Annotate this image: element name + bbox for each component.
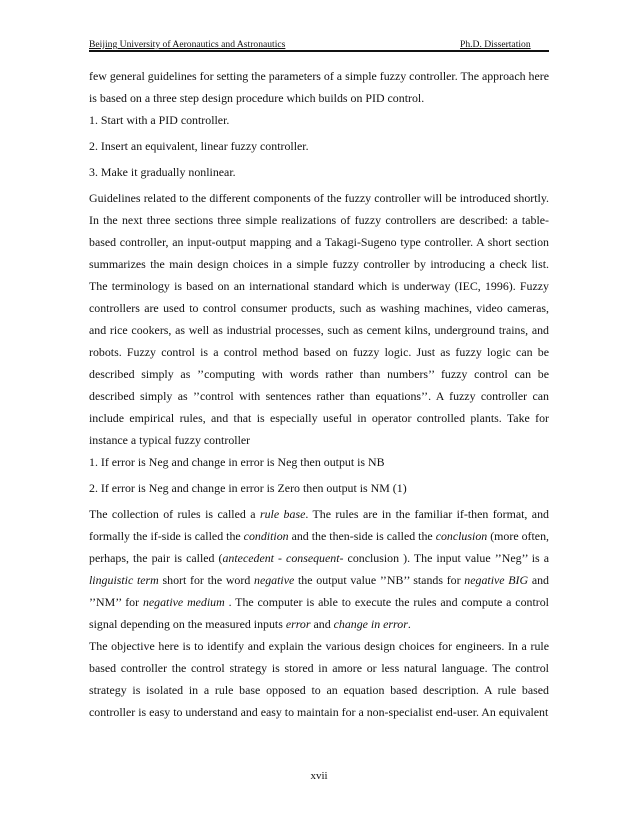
term-negative-medium: negative medium: [142, 595, 225, 609]
guidelines-paragraph: Guidelines related to the different components of the fuzzy controller will be introduced shortly. In the next three sections three simple realizations of fuzzy controllers are described: a table-based controller, an input-output mapping and a Takagi-Sugeno type controller. A short section summarizes the main design choices in a simple fuzzy controller by introducing a check list. The terminology is based on an international standard which is underway (IEC, 1996). Fuzzy controllers are used to control consumer products, such as washing machines, video cameras, and rice cookers, as well as industrial processes, such as cement kilns, underground trains, and robots. Fuzzy control is a control method based on fuzzy logic. Just as fuzzy logic can be described simply as ’’computing with words rather than numbers’’ fuzzy control can be described simply as ’’control with sentences rather than equations’’. A fuzzy controller can include empirical rules, and that is especially useful in operator controlled plants. Take for instance a typical fuzzy controller: [89, 191, 549, 447]
term-antecedent: antecedent - consequent-: [222, 551, 344, 565]
page-number: xvii: [310, 770, 328, 782]
objective-paragraph: The objective here is to identify and explain the various design choices for engineers. In a rule based controller the control strategy is stored in amore or less natural language. The control strategy is isolated in a rule base opposed to an equation based description. A rule based controller is easy to understand and easy to maintain for a non-specialist end-user. An equivalent: [89, 639, 549, 719]
term-negative-big: negative BIG: [464, 573, 529, 587]
header-document-type: Ph.D. Dissertation: [460, 39, 531, 50]
design-step-3: 3. Make it gradually nonlinear.: [89, 165, 236, 179]
term-linguistic-term: linguistic term: [89, 573, 159, 587]
design-step-2: 2. Insert an equivalent, linear fuzzy controller.: [89, 139, 309, 153]
rule-base-paragraph: The collection of rules is called a rule base. The rules are in the familiar if-then format, and formally the if-side is called the condition and the then-side is called the conclusion (more often, perhaps, the pair is called (antecedent - consequent- conclusion ). The input value ’’Neg’’ is a linguistic term short for the word negative the output value ’’NB’’ stands for negative BIG and ’’NM’’ for negative medium . The computer is able to execute the rules and compute a control signal depending on the measured inputs error and change in error.: [89, 507, 550, 631]
design-step-1: 1. Start with a PID controller.: [89, 113, 230, 127]
term-change-in-error: change in error: [333, 617, 408, 631]
header-rule: [89, 50, 549, 52]
term-error: error: [285, 617, 311, 631]
intro-line-1: few general guidelines for setting the parameters of a simple fuzzy controller. The approach here: [89, 69, 549, 83]
header-institution: Beijing University of Aeronautics and Astronautics: [89, 39, 286, 50]
term-condition: condition: [243, 529, 289, 543]
page-body: [89, 65, 549, 723]
term-negative: negative: [254, 573, 295, 587]
term-conclusion: conclusion: [435, 529, 488, 543]
rule-1: 1. If error is Neg and change in error is Neg then output is NB: [89, 455, 385, 469]
rule-2: 2. If error is Neg and change in error is Zero then output is NM (1): [89, 481, 407, 495]
term-rule-base: rule base: [259, 507, 306, 521]
intro-line-2: is based on a three step design procedure which builds on PID control.: [89, 91, 425, 105]
